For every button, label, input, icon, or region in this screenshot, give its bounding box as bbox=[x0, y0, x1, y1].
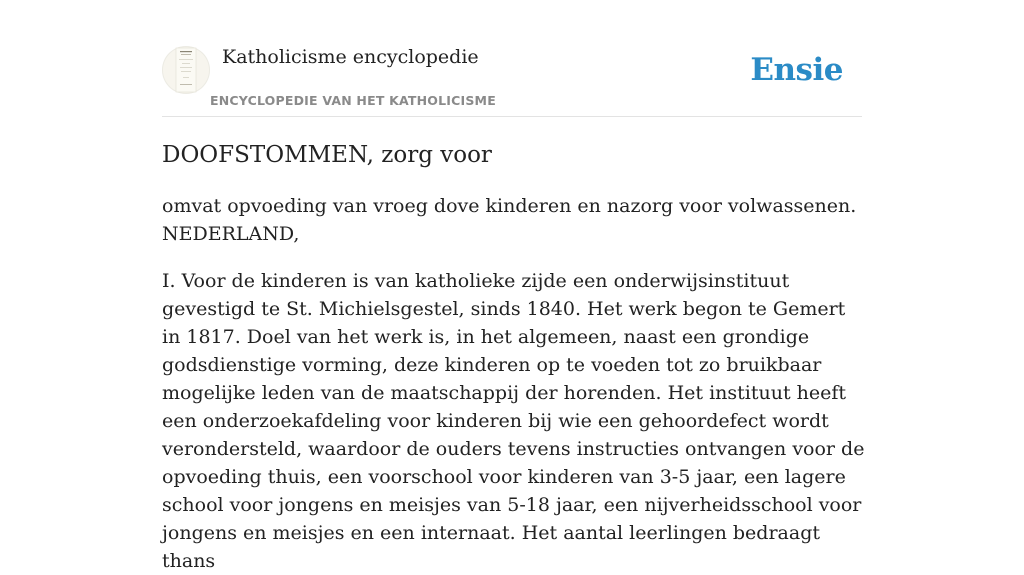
article-paragraph: I. Voor de kinderen is van katholieke zijde een onderwijsinstituut gevestigd te St. Michielsgestel, sinds 1840. Het werk begon te Gemert in 1817. Doel van het werk is, in het algemeen, naast een grondige godsdienstige vorming, deze kinderen op te voeden tot zo bruikbaar mogelijke leden van de maatschappij der horenden. Het instituut heeft een onderzoekafdeling voor kinderen bij wie een gehoordefect wordt verondersteld, waardoor de ouders tevens instructies ontvangen voor de opvoeding thuis, een voorschool voor kinderen van 3-5 jaar, een lagere school voor jongens en meisjes van 5-18 jaar, een nijverheidsschool voor jongens en meisjes en een internaat. Het aantal leerlingen bedraagt thans bbox=[162, 270, 865, 572]
ensie-brand-logo[interactable]: Ensie bbox=[750, 52, 843, 88]
article-content bbox=[162, 139, 867, 575]
encyclopedia-logo[interactable] bbox=[162, 46, 210, 94]
article-title: DOOFSTOMMEN, zorg voor bbox=[162, 142, 492, 168]
article-paragraph: omvat opvoeding van vroeg dove kinderen en nazorg voor volwassenen. NEDERLAND, bbox=[162, 195, 857, 245]
site-title[interactable]: Katholicisme encyclopedie bbox=[222, 46, 479, 68]
book-cover-icon bbox=[162, 46, 210, 94]
site-subtitle: ENCYCLOPEDIE VAN HET KATHOLICISME bbox=[210, 93, 496, 108]
site-header bbox=[162, 40, 862, 117]
